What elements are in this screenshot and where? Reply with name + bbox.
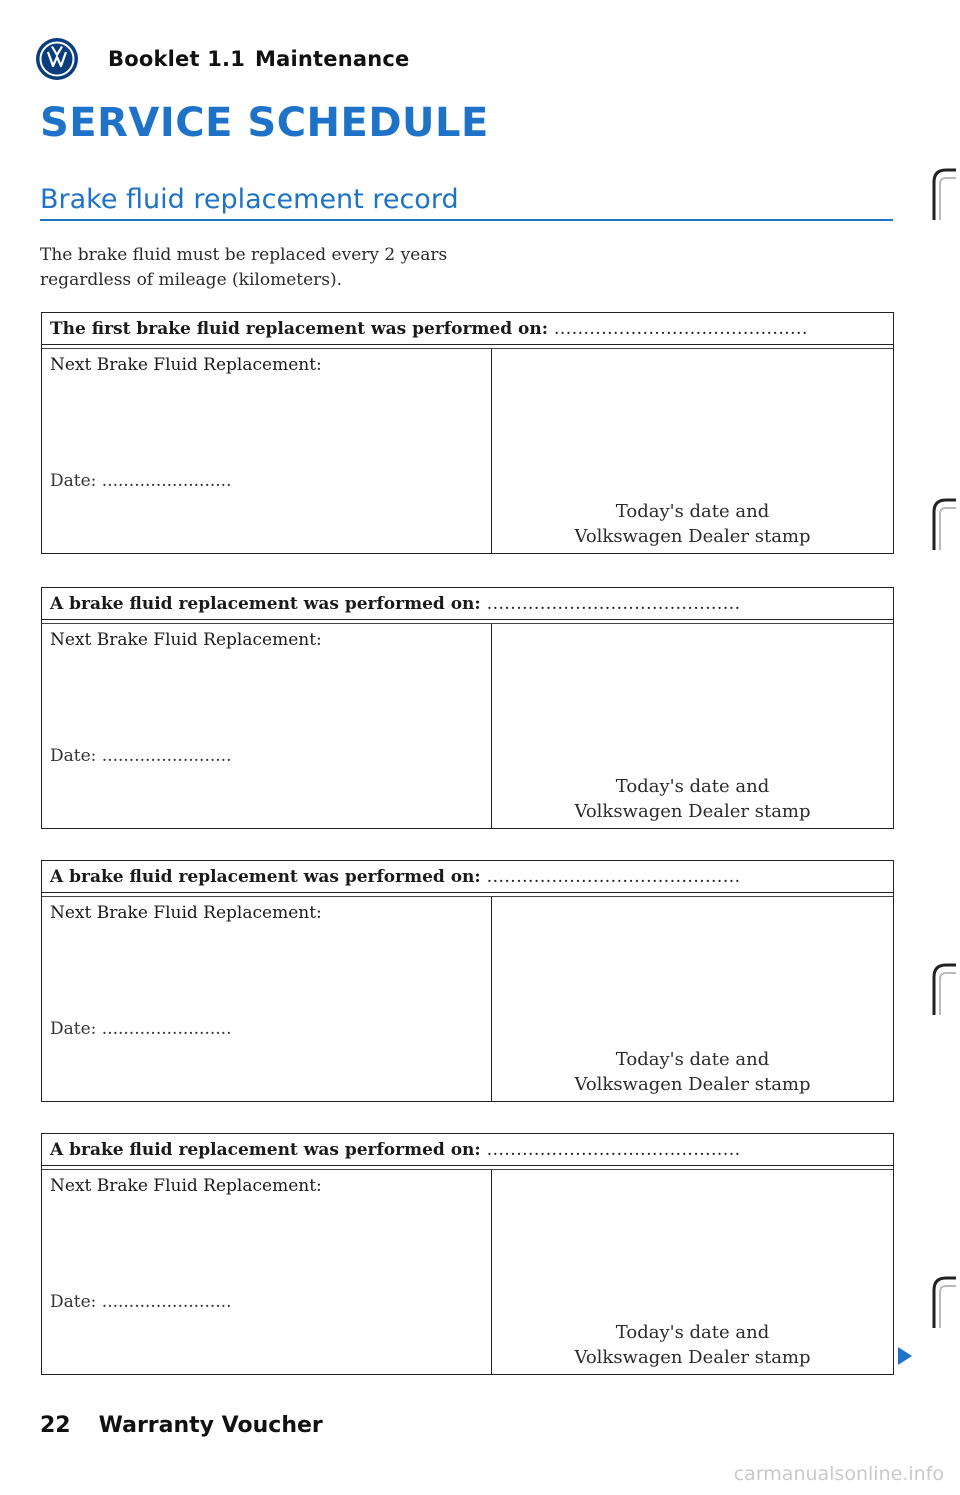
watermark: carmanualsonline.info	[733, 1463, 944, 1485]
booklet-number: Booklet 1.1	[108, 47, 246, 71]
next-replacement-cell	[42, 349, 492, 553]
footer-title: Warranty Voucher	[98, 1413, 323, 1438]
next-replacement-label: Next Brake Fluid Replacement:	[50, 630, 322, 650]
stamp-caption	[492, 1320, 893, 1370]
dealer-stamp-cell	[492, 349, 893, 553]
binder-ring-icon	[914, 160, 956, 228]
replacement-record	[41, 1133, 894, 1375]
record-heading-text: A brake fluid replacement was performed on:	[50, 866, 481, 887]
date-field: Date: ........................	[50, 471, 232, 491]
date-field: Date: ........................	[50, 1292, 232, 1312]
binder-ring-icon	[914, 1268, 956, 1336]
replacement-record	[41, 312, 894, 554]
record-heading-dots: ...........................................	[553, 318, 808, 339]
stamp-line-1: Today's date and	[615, 1049, 770, 1070]
record-body	[42, 349, 893, 553]
record-heading	[42, 313, 893, 345]
stamp-line-1: Today's date and	[615, 1322, 770, 1343]
stamp-caption	[492, 1047, 893, 1097]
booklet-label	[108, 47, 410, 71]
stamp-line-1: Today's date and	[615, 776, 770, 797]
replacement-record	[41, 860, 894, 1102]
record-body	[42, 1170, 893, 1374]
binder-ring-icon	[914, 955, 956, 1023]
dealer-stamp-cell	[492, 897, 893, 1101]
dealer-stamp-cell	[492, 624, 893, 828]
date-field: Date: ........................	[50, 746, 232, 766]
record-heading-dots: ...........................................	[486, 1139, 741, 1160]
booklet-section: Maintenance	[255, 47, 410, 71]
stamp-line-2: Volkswagen Dealer stamp	[574, 801, 811, 822]
record-heading-text: A brake fluid replacement was performed on:	[50, 593, 481, 614]
binder-ring-icon	[914, 490, 956, 558]
record-heading-dots: ...........................................	[486, 866, 741, 887]
next-replacement-label: Next Brake Fluid Replacement:	[50, 903, 322, 923]
record-heading-dots: ...........................................	[486, 593, 741, 614]
page-title: SERVICE SCHEDULE	[40, 100, 489, 146]
record-heading	[42, 1134, 893, 1166]
page-footer	[40, 1413, 323, 1438]
record-body	[42, 624, 893, 828]
section-divider	[40, 219, 893, 221]
date-field: Date: ........................	[50, 1019, 232, 1039]
section-title: Brake fluid replacement record	[40, 184, 459, 215]
record-heading-text: A brake fluid replacement was performed on:	[50, 1139, 481, 1160]
stamp-caption	[492, 499, 893, 549]
record-heading	[42, 861, 893, 893]
intro-text	[40, 243, 470, 293]
stamp-caption	[492, 774, 893, 824]
record-body	[42, 897, 893, 1101]
intro-line-2: regardless of mileage (kilometers).	[40, 270, 343, 290]
stamp-line-2: Volkswagen Dealer stamp	[574, 526, 811, 547]
next-replacement-label: Next Brake Fluid Replacement:	[50, 355, 322, 375]
stamp-line-2: Volkswagen Dealer stamp	[574, 1347, 811, 1368]
next-replacement-label: Next Brake Fluid Replacement:	[50, 1176, 322, 1196]
stamp-line-1: Today's date and	[615, 501, 770, 522]
next-replacement-cell	[42, 624, 492, 828]
dealer-stamp-cell	[492, 1170, 893, 1374]
stamp-line-2: Volkswagen Dealer stamp	[574, 1074, 811, 1095]
intro-line-1: The brake fluid must be replaced every 2 years	[40, 245, 448, 265]
record-heading-text: The first brake fluid replacement was performed on:	[50, 318, 548, 339]
record-heading	[42, 588, 893, 620]
next-replacement-cell	[42, 897, 492, 1101]
continue-arrow-icon[interactable]	[898, 1347, 912, 1365]
vw-logo-icon	[36, 38, 78, 80]
page-number: 22	[40, 1413, 71, 1438]
replacement-record	[41, 587, 894, 829]
booklet-header	[36, 38, 410, 80]
next-replacement-cell	[42, 1170, 492, 1374]
